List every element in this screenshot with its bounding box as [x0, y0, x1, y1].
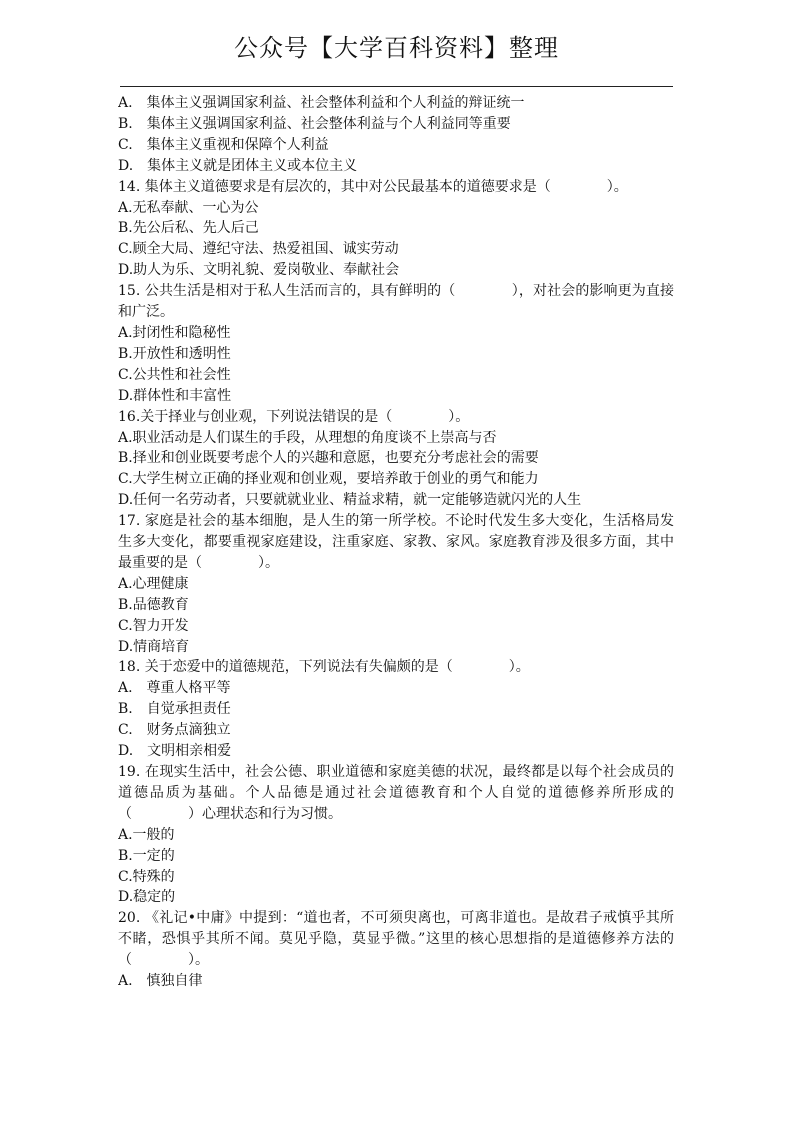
option-line: A.封闭性和隐秘性: [118, 324, 231, 341]
question-17-stem: 17. 家庭是社会的基本细胞，是人生的第一所学校。不论时代发生多大变化，生活格局发生多大变化，都要重视家庭建设，注重家庭、家教、家风。家庭教育涉及很多方面，其中最重要的是（ ）。: [118, 513, 674, 571]
option-line: B.择业和创业既要考虑个人的兴趣和意愿，也要充分考虑社会的需要: [118, 450, 539, 467]
option-line: D.任何一名劳动者，只要就就业业、精益求精，就一定能够造就闪光的人生: [118, 492, 582, 509]
option-line: C.大学生树立正确的择业观和创业观，要培养敢于创业的勇气和能力: [118, 471, 539, 488]
question-19-stem: 19. 在现实生活中，社会公德、职业道德和家庭美德的状况，最终都是以每个社会成员的道德品质为基础。个人品德是通过社会道德教育和个人自觉的道德修养所形成的（ ）心理状态和行为习惯。: [118, 764, 674, 822]
option-line: C. 财务点滴独立: [118, 722, 231, 739]
option-line: C. 集体主义重视和保障个人利益: [118, 136, 329, 153]
option-line: B.品德教育: [118, 596, 189, 613]
option-line: B.开放性和透明性: [118, 345, 231, 362]
option-line: A. 集体主义强调国家利益、社会整体利益和个人利益的辩证统一: [118, 95, 525, 111]
option-line: A. 慎独自律: [118, 973, 203, 990]
option-line: B. 集体主义强调国家利益、社会整体利益与个人利益同等重要: [118, 115, 511, 132]
option-line: A.心理健康: [118, 575, 189, 592]
document-body: [118, 93, 674, 992]
option-line: B. 自觉承担责任: [118, 701, 231, 718]
page-header-title: 公众号【大学百科资料】整理: [234, 34, 559, 62]
option-line: C.公共性和社会性: [118, 366, 231, 383]
question-20-stem: 20. 《礼记•中庸》中提到：“道也者，不可须臾离也，可离非道也。是故君子戒慎乎其所不睹，恐惧乎其所不闻。莫见乎隐，莫显乎微。”这里的核心思想指的是道德修养方法的（ ）。: [118, 910, 674, 969]
option-line: D. 文明相亲相爱: [118, 743, 232, 760]
question-16-stem: 16.关于择业与创业观，下列说法错误的是（ ）。: [118, 408, 470, 425]
option-line: A.职业活动是人们谋生的手段，从理想的角度谈不上崇高与否: [118, 429, 497, 446]
option-line: D.稳定的: [118, 889, 176, 906]
option-line: A.无私奉献、一心为公: [118, 199, 259, 216]
header-divider: [120, 86, 673, 87]
option-line: A.一般的: [118, 826, 175, 843]
option-line: C.顾全大局、遵纪守法、热爱祖国、诚实劳动: [118, 241, 399, 258]
option-line: C.智力开发: [118, 617, 189, 634]
option-line: D.助人为乐、文明礼貌、爱岗敬业、奉献社会: [118, 262, 400, 279]
option-line: D. 集体主义就是团体主义或本位主义: [118, 157, 358, 174]
question-15-stem: 15. 公共生活是相对于私人生活而言的，具有鲜明的（ ），对社会的影响更为直接和广泛。: [118, 283, 674, 321]
option-line: A. 尊重人格平等: [118, 680, 231, 697]
option-line: C.特殊的: [118, 868, 175, 885]
option-line: D.群体性和丰富性: [118, 387, 232, 404]
option-line: D.情商培育: [118, 638, 190, 655]
option-line: B.一定的: [118, 847, 175, 864]
option-line: B.先公后私、先人后己: [118, 220, 259, 237]
question-14-stem: 14. 集体主义道德要求是有层次的，其中对公民最基本的道德要求是（ ）。: [118, 178, 628, 195]
question-18-stem: 18. 关于恋爱中的道德规范，下列说法有失偏颇的是（ ）。: [118, 659, 530, 676]
